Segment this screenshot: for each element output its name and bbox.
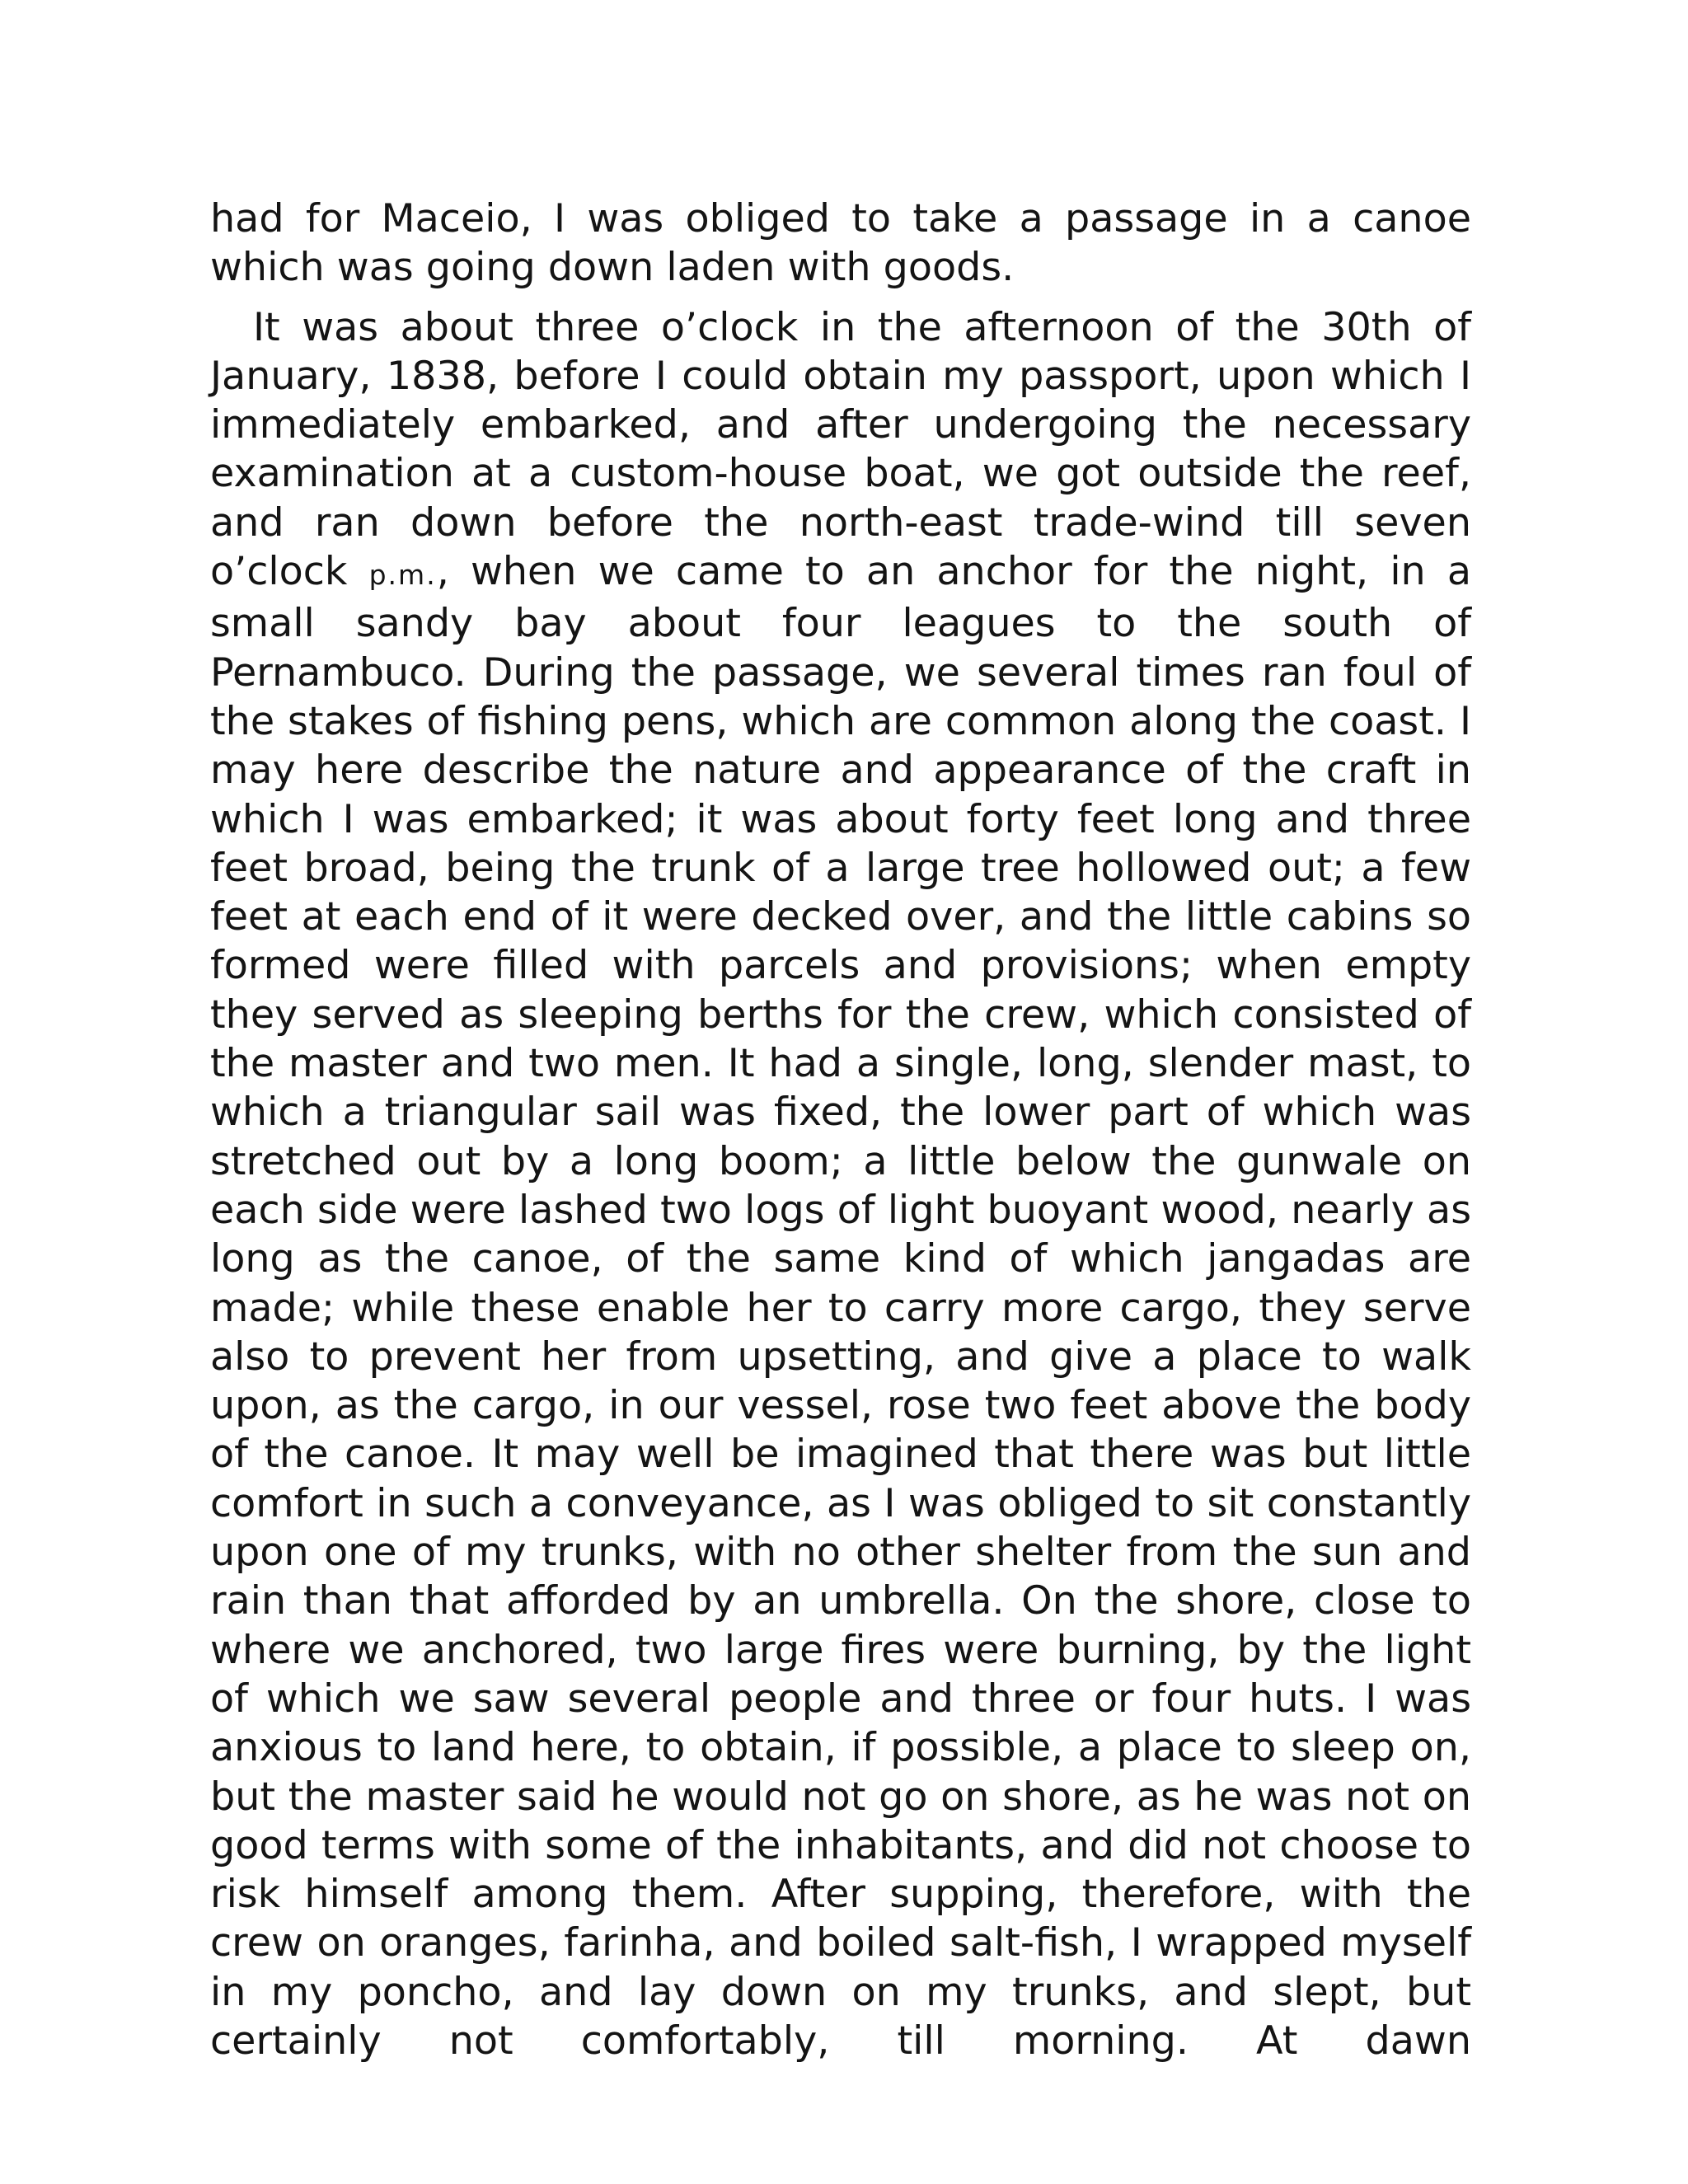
paragraph-continuation: had for Maceio, I was obliged to take a passage in a canoe which was going down laden with goods. [210, 196, 1471, 291]
body-text [210, 194, 1471, 2065]
paragraph-canoe-voyage [210, 303, 1471, 2066]
paragraph-text-after-pm: , when we came to an anchor for the night, in a small sandy bay about four leagues to the south of Pernambuco. During the passage, we several times ran foul of the stakes of fishing pens, which are common along the coast. I may here describe the nature and appearance of the craft in which I was embarked; it was about forty feet long and three feet broad, being the trunk of a large tree hollowed out; a few feet at each end of it were decked over, and the little cabins so formed were filled with parcels and provisions; when empty they served as sleeping berths for the crew, which consisted of the master and two men. It had a single, long, slender mast, to which a triangular sail was fixed, the lower part of which was stretched out by a long boom; a little below the gunwale on each side were lashed two logs of light buoyant wood, nearly as long as the canoe, of the same kind of which jangadas are made; while these enable her to carry more cargo, they serve also to prevent her from upsetting, and give a place to walk upon, as the cargo, in our vessel, rose two feet above the body of the canoe. It may well be imagined that there was but little comfort in such a conveyance, as I was obliged to sit constantly upon one of my trunks, with no other shelter from the sun and rain than that afforded by an umbrella. On the shore, close to where we anchored, two large fires were burning, by the light of which we saw several people and three or four huts. I was anxious to land here, to obtain, if possible, a place to sleep on, but the master said he would not go on shore, as he was not on good terms with some of the inhabitants, and did not choose to risk himself among them. After supping, therefore, with the crew on oranges, farinha, and boiled salt-fish, I wrapped myself in my poncho, and lay down on my trunks, and slept, but certainly not comfortably, till morning. At dawn [210, 549, 1471, 2064]
paragraph-text-before-pm: It was about three o’clock in the afternoon of the 30th of January, 1838, before I could obtain my passport, upon which I immediately embarked, and after undergoing the necessary examination at a custom-house boat, we got outside the reef, and ran down before the north-east trade-wind till seven o’clock [210, 304, 1471, 595]
pm-abbreviation: p.m. [368, 559, 437, 592]
